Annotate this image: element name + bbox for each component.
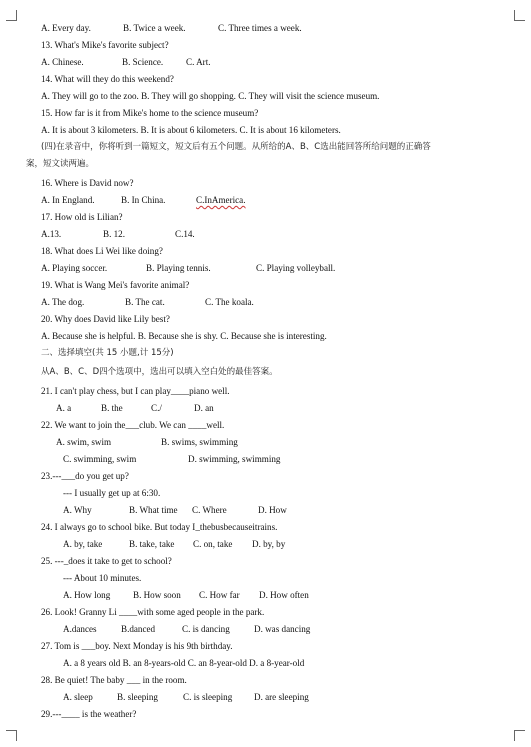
answer-options bbox=[41, 228, 195, 240]
answer-option: A. In England. bbox=[41, 195, 95, 205]
answer-option: C. Playing volleyball. bbox=[256, 263, 336, 273]
answer-option: A. Every day. bbox=[41, 23, 91, 33]
question-line: 28. Be quiet! The baby ___ in the room. bbox=[41, 675, 187, 685]
question-line: 20. Why does David like Lily best? bbox=[41, 314, 170, 324]
answer-option: B. take, take bbox=[129, 539, 175, 549]
answer-option: A. by, take bbox=[63, 539, 103, 549]
answer-option: A.dances bbox=[63, 624, 97, 634]
answer-option: A. sleep bbox=[63, 692, 93, 702]
answer-options bbox=[63, 504, 287, 516]
answer-option: A. Playing soccer. bbox=[41, 263, 108, 273]
answer-options bbox=[41, 296, 254, 308]
question-line: 23.---___do you get up? bbox=[41, 471, 129, 481]
answer-option: C./ bbox=[151, 403, 162, 413]
question-line: 25. ---_does it take to get to school? bbox=[41, 556, 172, 566]
answer-option: A. How long bbox=[63, 590, 111, 600]
crop-mark-top-right bbox=[514, 10, 525, 21]
answer-option: C.14. bbox=[175, 229, 195, 239]
question-line: A. They will go to the zoo. B. They will go shopping. C. They will visit the science museum. bbox=[41, 91, 380, 101]
section-instruction: 二、选择填空(共 15 小题,计 15分) bbox=[41, 348, 174, 358]
question-line: A. It is about 3 kilometers. B. It is about 6 kilometers. C. It is about 16 kilometers. bbox=[41, 125, 341, 135]
answer-option: C. Art. bbox=[186, 57, 211, 67]
answer-options bbox=[63, 538, 285, 550]
answer-option: B. Twice a week. bbox=[123, 23, 186, 33]
answer-option: D. by, by bbox=[252, 539, 286, 549]
answer-option: B. How soon bbox=[133, 590, 181, 600]
answer-options bbox=[41, 262, 335, 274]
answer-option: C. is dancing bbox=[182, 624, 230, 634]
answer-option: D. How often bbox=[259, 590, 309, 600]
answer-options bbox=[41, 194, 246, 206]
question-line: 21. I can't play chess, but I can play____piano well. bbox=[41, 386, 230, 396]
answer-options bbox=[56, 436, 238, 448]
answer-option: C. on, take bbox=[193, 539, 233, 549]
answer-option: C. How far bbox=[199, 590, 240, 600]
answer-options bbox=[41, 22, 302, 34]
answer-options bbox=[63, 691, 309, 703]
answer-options bbox=[63, 453, 280, 465]
answer-options bbox=[41, 56, 211, 68]
answer-option: D. are sleeping bbox=[254, 692, 309, 702]
crop-mark-bottom-right bbox=[514, 730, 525, 741]
answer-option: A. swim, swim bbox=[56, 437, 112, 447]
section-instruction: 案，短文读两遍。 bbox=[26, 159, 95, 169]
answer-option: D. How bbox=[258, 505, 287, 515]
answer-option: C. The koala. bbox=[205, 297, 254, 307]
question-line: 24. I always go to school bike. But today I_thebusbecauseitrains. bbox=[41, 522, 278, 532]
question-line: 27. Tom is ___boy. Next Monday is his 9th birthday. bbox=[41, 641, 233, 651]
answer-option: B. Playing tennis. bbox=[146, 263, 211, 273]
question-line: 22. We want to join the___club. We can ____well. bbox=[41, 420, 225, 430]
crop-mark-bottom-left bbox=[6, 730, 17, 741]
answer-option: B. sleeping bbox=[117, 692, 158, 702]
answer-option: C. swimming, swim bbox=[63, 454, 137, 464]
answer-option: A. a bbox=[56, 403, 72, 413]
question-line: 26. Look! Granny Li ____with some aged people in the park. bbox=[41, 607, 265, 617]
answer-option: A.13. bbox=[41, 229, 62, 239]
answer-options bbox=[63, 623, 310, 635]
answer-option: C. is sleeping bbox=[183, 692, 233, 702]
answer-option: B. Science. bbox=[122, 57, 164, 67]
answer-option: D. an bbox=[194, 403, 214, 413]
answer-option: D. swimming, swimming bbox=[188, 454, 281, 464]
answer-option: B.danced bbox=[121, 624, 156, 634]
section-instruction: (四)在录音中，你将听到一篇短文，短文后有五个问题。从所给的A、B、C选出能回答所给问题的正确答 bbox=[41, 142, 431, 152]
answer-option: B. The cat. bbox=[125, 297, 165, 307]
question-line: 14. What will they do this weekend? bbox=[41, 74, 174, 84]
answer-options bbox=[63, 589, 309, 601]
question-line: 16. Where is David now? bbox=[41, 178, 134, 188]
answer-option: D. was dancing bbox=[254, 624, 311, 634]
answer-option: B. 12. bbox=[103, 229, 125, 239]
question-line: 19. What is Wang Mei's favorite animal? bbox=[41, 280, 190, 290]
question-line: 29.---____ is the weather? bbox=[41, 709, 137, 719]
answer-option: A. The dog. bbox=[41, 297, 85, 307]
answer-options bbox=[56, 402, 214, 414]
answer-option: C. Three times a week. bbox=[218, 23, 302, 33]
answer-option: B. swims, swimming bbox=[161, 437, 238, 447]
question-line: 18. What does Li Wei like doing? bbox=[41, 246, 163, 256]
question-line: A. Because she is helpful. B. Because she is shy. C. Because she is interesting. bbox=[41, 331, 327, 341]
answer-option: C. Where bbox=[192, 505, 227, 515]
answer-option: A. Chinese. bbox=[41, 57, 84, 67]
question-line: --- About 10 minutes. bbox=[63, 573, 142, 583]
question-line: --- I usually get up at 6:30. bbox=[63, 488, 161, 498]
section-instruction: 从A、B、C、D四个选项中，选出可以填入空白处的最佳答案。 bbox=[41, 367, 278, 377]
answer-option: B. What time bbox=[129, 505, 178, 515]
answer-option: B. the bbox=[101, 403, 123, 413]
crop-mark-top-left bbox=[6, 10, 17, 21]
question-line: 15. How far is it from Mike's home to the science museum? bbox=[41, 108, 259, 118]
answer-option: A. Why bbox=[63, 505, 92, 515]
question-line: A. a 8 years old B. an 8-years-old C. an 8-year-old D. a 8-year-old bbox=[63, 658, 305, 668]
question-line: 17. How old is Lilian? bbox=[41, 212, 123, 222]
question-line: 13. What's Mike's favorite subject? bbox=[41, 40, 169, 50]
answer-option: C.InAmerica. bbox=[196, 195, 246, 205]
answer-option: B. In China. bbox=[121, 195, 166, 205]
